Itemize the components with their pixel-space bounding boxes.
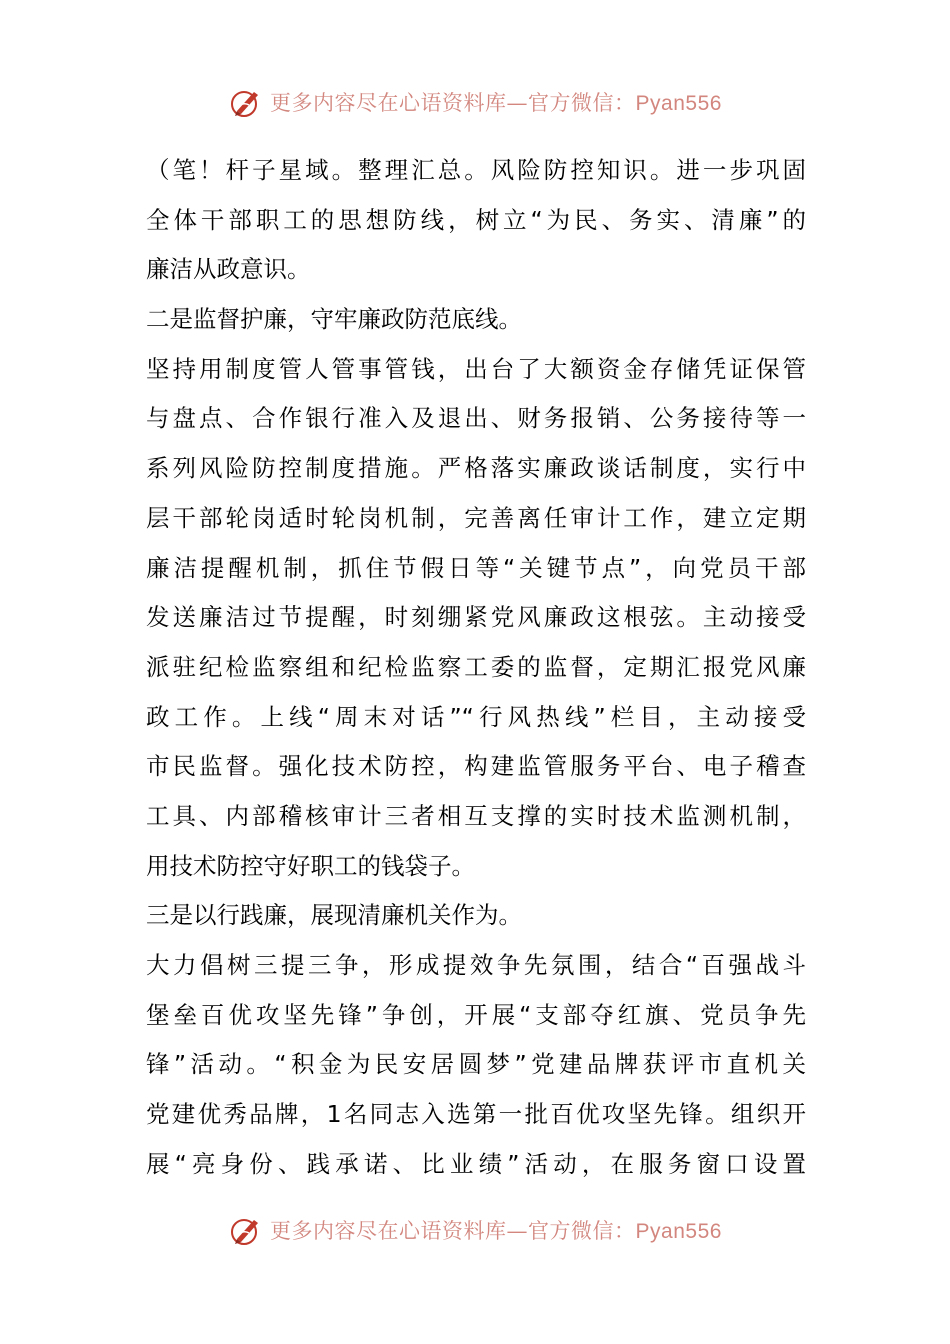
text-line: 三是以行践廉，展现清廉机关作为。 (146, 901, 522, 930)
text-line: 展“亮身份、践承诺、比业绩”活动，在服务窗口设置 (146, 1149, 806, 1178)
watermark-text (270, 87, 722, 117)
text-line: 系列风险防控制度措施。严格落实廉政谈话制度，实行中 (146, 454, 806, 483)
text-line: 与盘点、合作银行准入及退出、财务报销、公务接待等一 (146, 404, 806, 433)
text-line: 工具、内部稽核审计三者相互支撑的实时技术监测机制， (146, 801, 806, 830)
text-line: 发送廉洁过节提醒，时刻绷紧党风廉政这根弦。主动接受 (146, 603, 806, 632)
text-line: （笔！杆子星域。整理汇总。风险防控知识。进一步巩固 (146, 156, 806, 184)
watermark-text (270, 1215, 722, 1245)
text-line: 党建优秀品牌，1名同志入选第一批百优攻坚先锋。组织开 (146, 1100, 806, 1129)
watermark-label: 更多内容尽在心语资料库—官方微信： (270, 1219, 636, 1243)
text-line: 派驻纪检监察组和纪检监察工委的监督，定期汇报党风廉 (146, 652, 806, 681)
watermark-handle: Pyan556 (635, 92, 722, 115)
text-line: 大力倡树三提三争，形成提效争先氛围，结合“百强战斗 (146, 951, 806, 979)
text-line: 锋”活动。“积金为民安居圆梦”党建品牌获评市直机关 (146, 1050, 806, 1079)
text-line: 堡垒百优攻坚先锋”争创，开展“支部夺红旗、党员争先 (146, 1000, 806, 1029)
text-line: 政工作。上线“周末对话”“行风热线”栏目，主动接受 (146, 702, 806, 731)
text-line: 廉洁提醒机制，抓住节假日等“关键节点”，向党员干部 (146, 553, 806, 582)
pen-logo-icon (228, 84, 264, 120)
watermark-label: 更多内容尽在心语资料库—官方微信： (270, 91, 636, 115)
watermark-header (0, 80, 950, 124)
watermark-footer-inner (228, 1212, 722, 1248)
text-line: 市民监督。强化技术防控，构建监管服务平台、电子稽查 (146, 752, 806, 781)
pen-logo-icon (228, 1212, 264, 1248)
text-line: 用技术防控守好职工的钱袋子。 (146, 851, 475, 880)
watermark-footer (0, 1208, 950, 1252)
text-line: 层干部轮岗适时轮岗机制，完善离任审计工作，建立定期 (146, 503, 806, 532)
text-line: 全体干部职工的思想防线，树立“为民、务实、清廉”的 (146, 205, 806, 234)
watermark-header-inner (228, 84, 722, 120)
text-line: 坚持用制度管人管事管钱，出台了大额资金存储凭证保管 (146, 354, 806, 383)
watermark-handle: Pyan556 (635, 1220, 722, 1243)
document-body (146, 146, 806, 1189)
text-line: 廉洁从政意识。 (146, 255, 311, 284)
text-line: 二是监督护廉，守牢廉政防范底线。 (146, 305, 522, 334)
